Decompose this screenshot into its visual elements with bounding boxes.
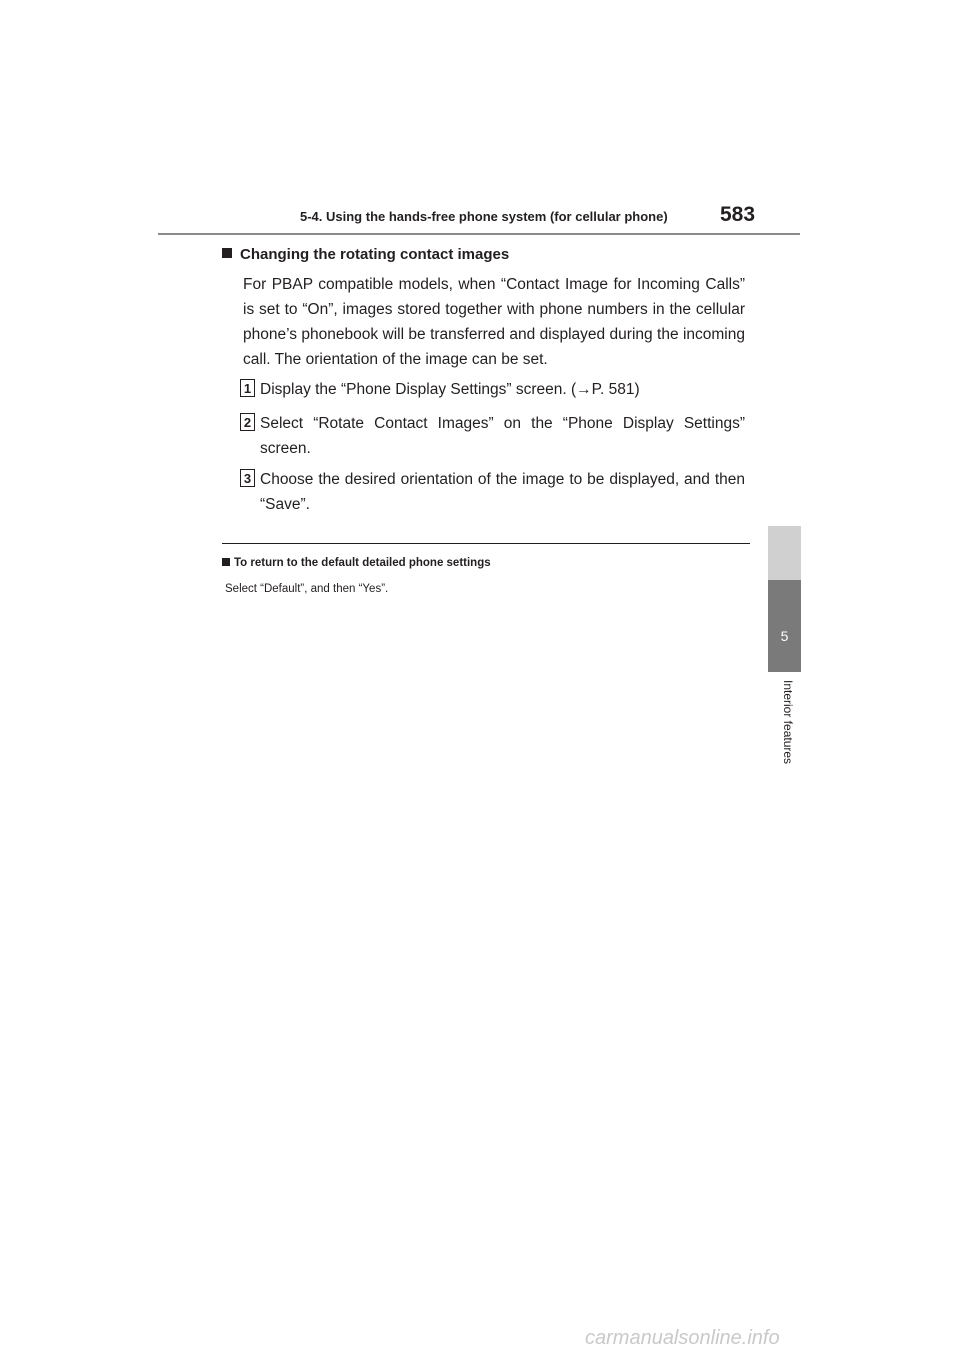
side-tab-chapter[interactable] bbox=[768, 580, 801, 672]
section-heading bbox=[222, 246, 509, 263]
step-text: Choose the desired orientation of the image to be displayed, and then “Save”. bbox=[260, 471, 745, 513]
step-number-badge: 1 bbox=[240, 379, 255, 397]
running-header-title: 5-4. Using the hands-free phone system (for cellular phone) bbox=[300, 209, 668, 224]
square-bullet-icon bbox=[222, 248, 232, 258]
note-heading bbox=[222, 557, 491, 569]
step-item bbox=[240, 467, 745, 517]
note-heading-text: To return to the default detailed phone settings bbox=[234, 557, 491, 569]
note-divider bbox=[222, 543, 750, 544]
step-text: Display the “Phone Display Settings” screen. (→P. 581) bbox=[260, 381, 640, 398]
step-item bbox=[240, 377, 745, 402]
page-number: 583 bbox=[720, 203, 756, 226]
note-body: Select “Default”, and then “Yes”. bbox=[225, 583, 389, 595]
chapter-label: Interior features bbox=[781, 680, 795, 765]
header-divider bbox=[158, 233, 800, 235]
step-number-badge: 2 bbox=[240, 413, 255, 431]
step-item bbox=[240, 411, 745, 461]
side-tab-upper bbox=[768, 526, 801, 580]
section-paragraph: For PBAP compatible models, when “Contact Image for Incoming Calls” is set to “On”, images stored together with phone numbers in the cellular phone’s phonebook will be transferred and displayed during the incoming call. The orientation of the image can be set. bbox=[243, 276, 745, 368]
step-number-badge: 3 bbox=[240, 469, 255, 487]
section-heading-text: Changing the rotating contact images bbox=[240, 246, 510, 263]
step-text: Select “Rotate Contact Images” on the “Phone Display Settings” screen. bbox=[260, 415, 745, 457]
watermark: carmanualsonline.info bbox=[585, 1327, 780, 1349]
square-bullet-icon bbox=[222, 558, 230, 566]
chapter-number: 5 bbox=[780, 628, 789, 644]
